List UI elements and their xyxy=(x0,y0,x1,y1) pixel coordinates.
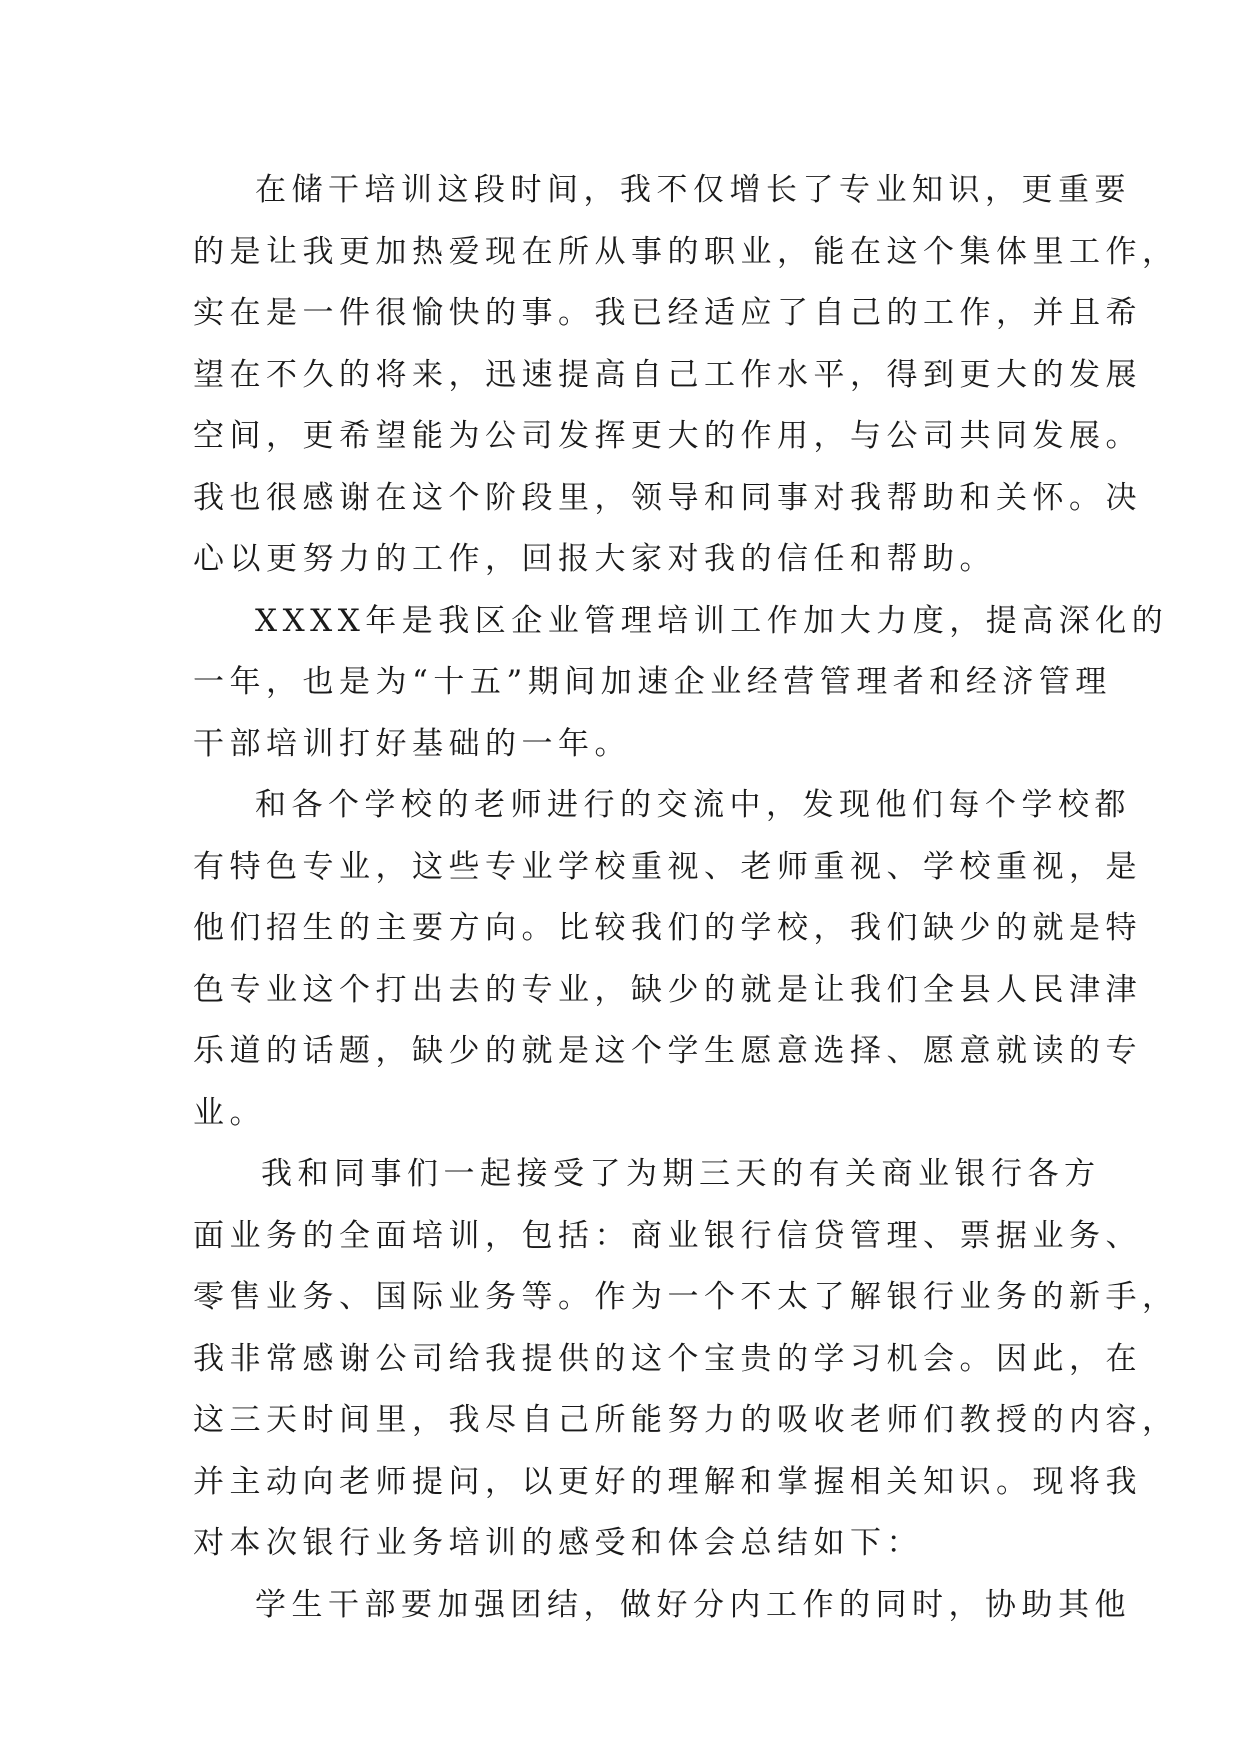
text-line: 一年，也是为“十五”期间加速企业经营管理者和经济管理 xyxy=(193,664,1112,700)
text-line: 我非常感谢公司给我提供的这个宝贵的学习机会。因此，在 xyxy=(193,1340,1142,1377)
text-line: XXXX年是我区企业管理培训工作加大力度，提高深化的 xyxy=(255,602,1169,639)
text-line: 空间，更希望能为公司发挥更大的作用，与公司共同发展。 xyxy=(193,418,1142,454)
text-line: 的是让我更加热爱现在所从事的职业，能在这个集体里工作， xyxy=(193,233,1179,270)
text-line: 这三天时间里，我尽自己所能努力的吸收老师们教授的内容， xyxy=(193,1402,1179,1438)
text-line: 和各个学校的老师进行的交流中，发现他们每个学校都 xyxy=(255,787,1131,823)
text-line: 有特色专业，这些专业学校重视、老师重视、学校重视，是 xyxy=(193,848,1142,885)
document-body xyxy=(193,160,1179,1636)
text-line: 学生干部要加强团结，做好分内工作的同时，协助其他 xyxy=(255,1586,1131,1623)
text-line: 实在是一件很愉快的事。我已经适应了自己的工作，并且希 xyxy=(193,295,1142,331)
text-line: 并主动向老师提问，以更好的理解和掌握相关知识。现将我 xyxy=(193,1463,1142,1500)
text-line: 对本次银行业务培训的感受和体会总结如下： xyxy=(193,1525,923,1561)
text-line: 干部培训打好基础的一年。 xyxy=(193,725,631,762)
text-line: 我也很感谢在这个阶段里，领导和同事对我帮助和关怀。决 xyxy=(193,479,1142,516)
paragraph-training-reflection xyxy=(193,160,1179,591)
paragraph-school-exchange xyxy=(193,775,1142,1144)
text-line: 他们招生的主要方向。比较我们的学校，我们缺少的就是特 xyxy=(193,910,1142,946)
text-line: 心以更努力的工作，回报大家对我的信任和帮助。 xyxy=(193,541,996,577)
text-line: 面业务的全面培训，包括：商业银行信贷管理、票据业务、 xyxy=(193,1217,1142,1254)
text-line: 在储干培训这段时间，我不仅增长了专业知识，更重要 xyxy=(255,172,1131,208)
text-line: 望在不久的将来，迅速提高自己工作水平，得到更大的发展 xyxy=(193,356,1142,393)
paragraph-year-summary xyxy=(193,591,1169,776)
text-line: 零售业务、国际业务等。作为一个不太了解银行业务的新手， xyxy=(193,1279,1179,1315)
text-line: 乐道的话题，缺少的就是这个学生愿意选择、愿意就读的专 xyxy=(193,1033,1142,1069)
paragraph-bank-training xyxy=(193,1144,1179,1575)
text-line: 色专业这个打出去的专业，缺少的就是让我们全县人民津津 xyxy=(193,971,1142,1008)
text-line: 业。 xyxy=(193,1094,266,1131)
paragraph-student-cadre xyxy=(193,1575,1131,1637)
text-line: 我和同事们一起接受了为期三天的有关商业银行各方 xyxy=(261,1156,1101,1192)
